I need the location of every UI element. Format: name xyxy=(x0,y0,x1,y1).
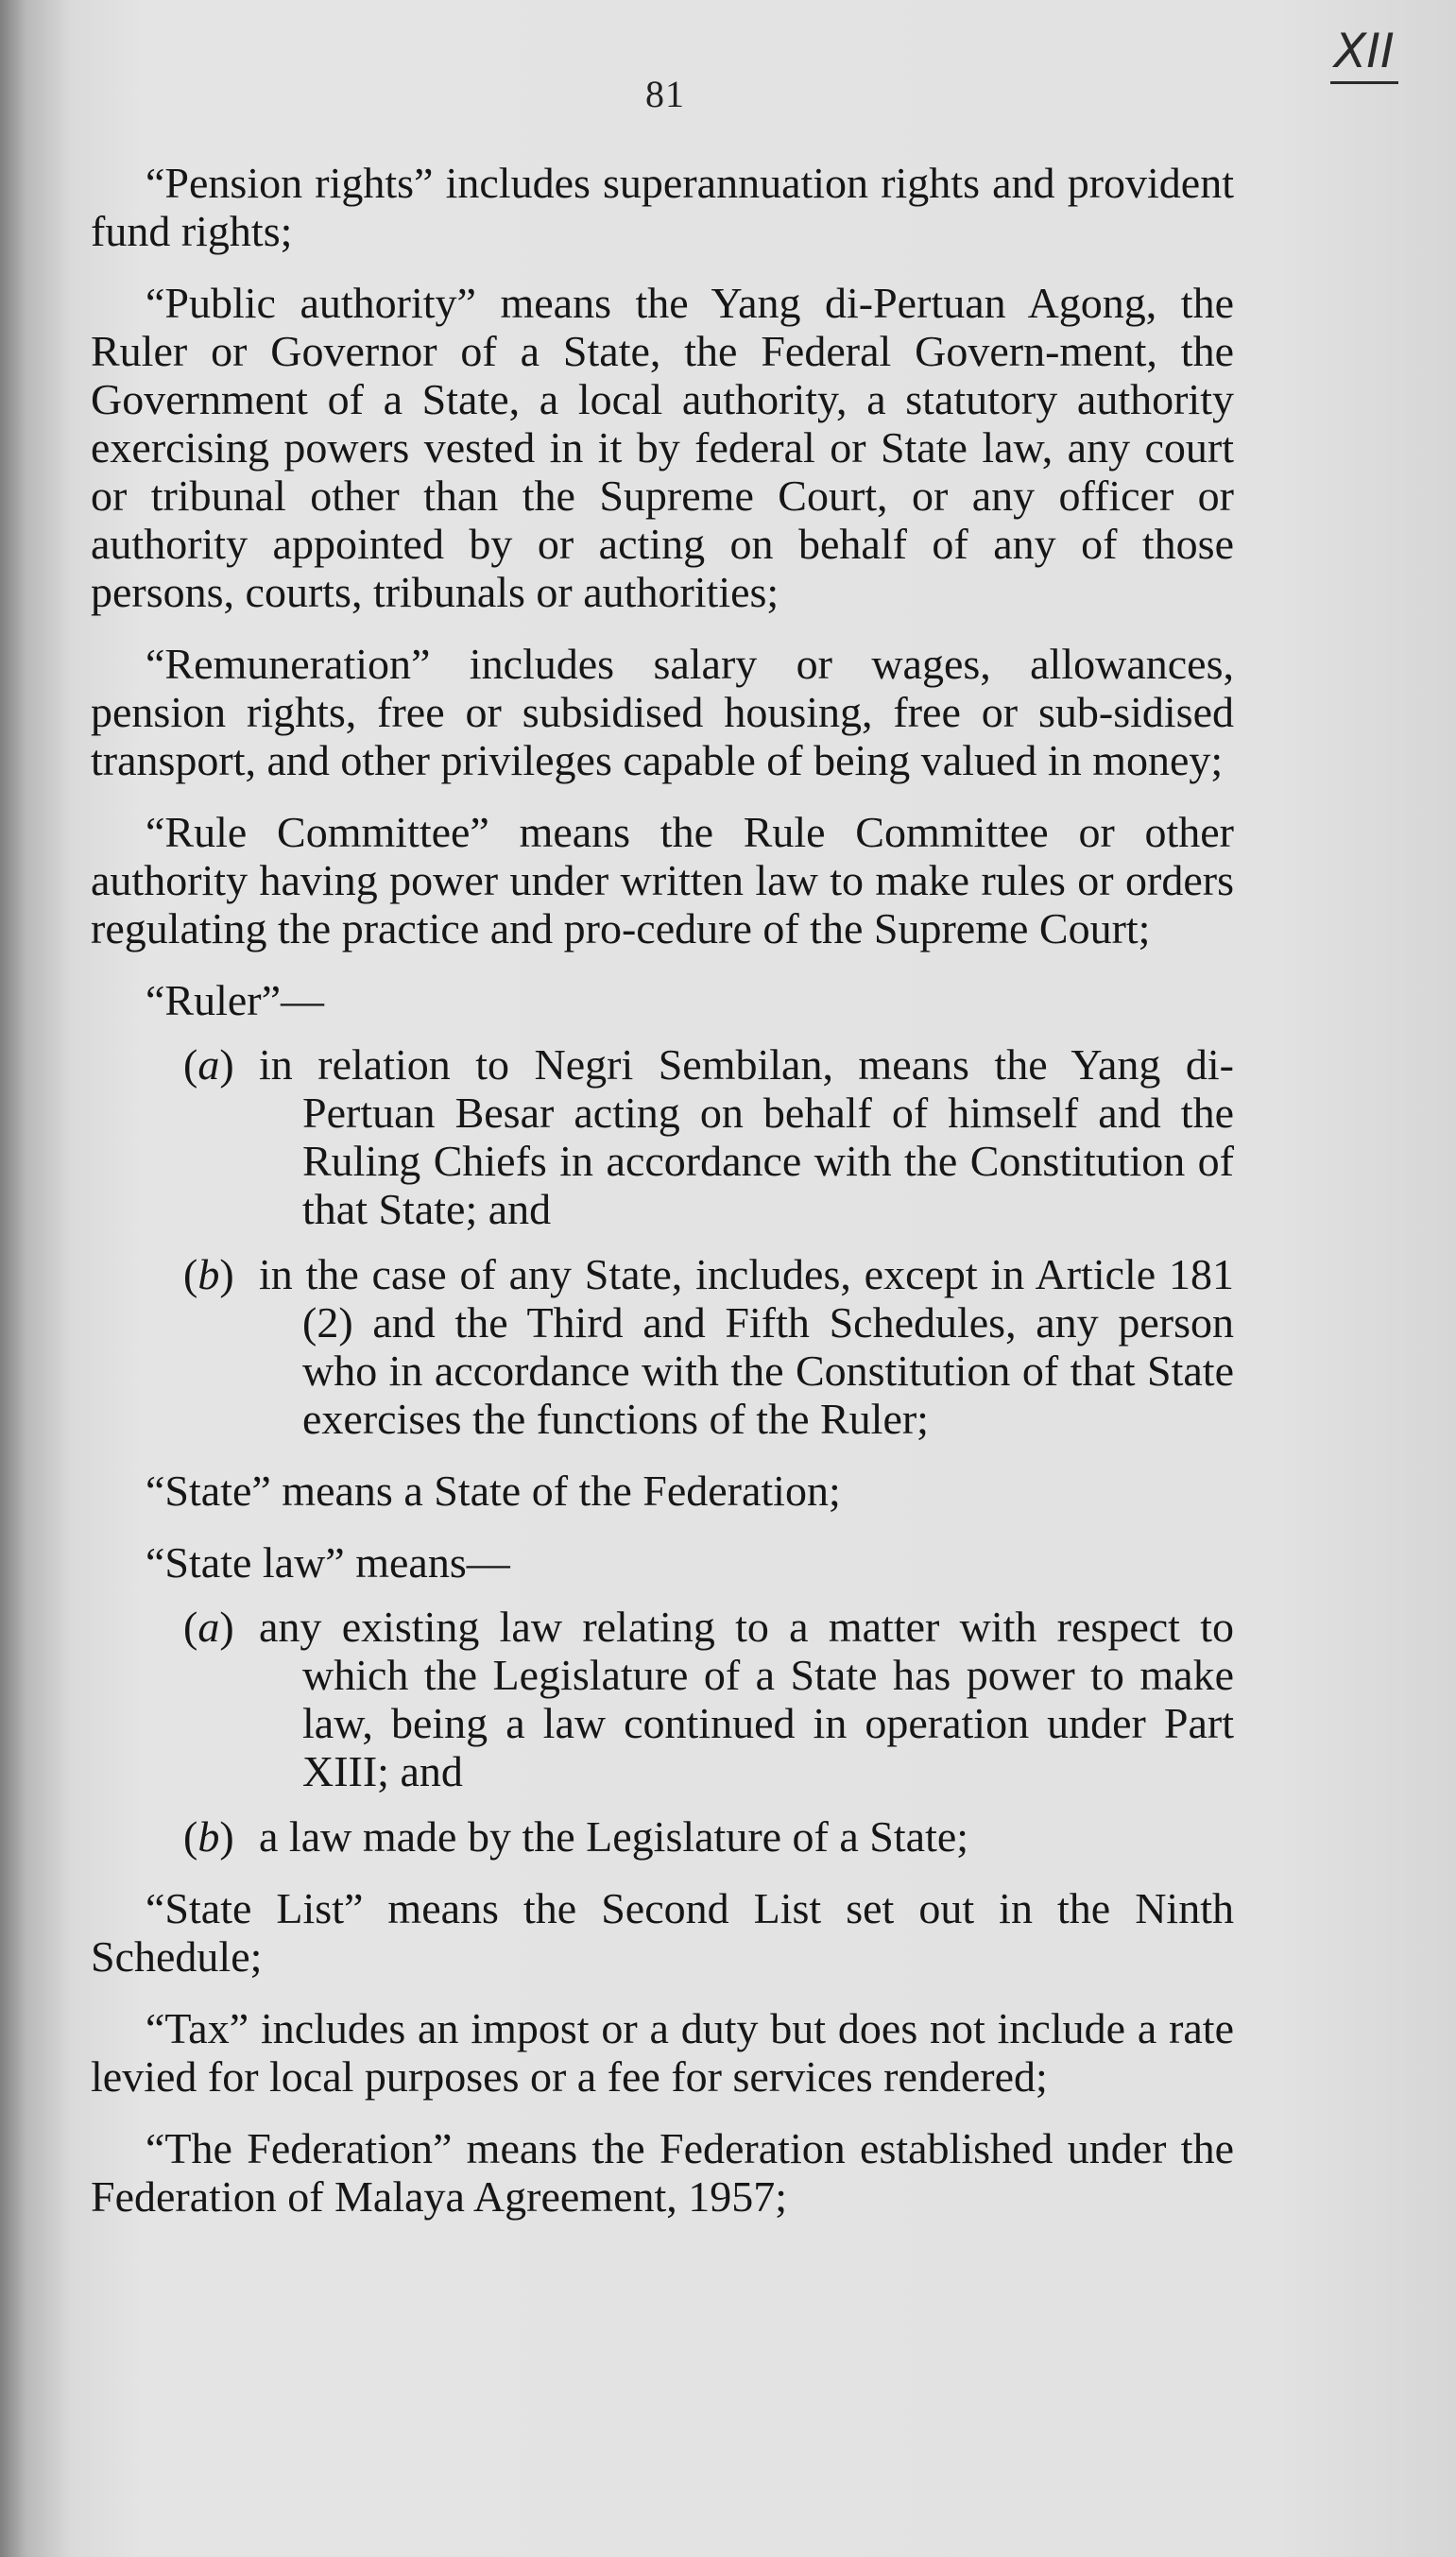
clause-text: in relation to Negri Sembilan, means the Yang di-Pertuan Besar acting on behalf of himself and the Ruling Chiefs in accordance with the Constitution of that State; and xyxy=(259,1040,1234,1233)
definition-state-law: “State law” means— xyxy=(146,1538,510,1587)
state-law-clause-a xyxy=(91,1603,1234,1795)
clause-label: (b) xyxy=(183,1812,234,1861)
state-law-clauses xyxy=(91,1603,1234,1861)
clause-text: in the case of any State, includes, except in Article 181 (2) and the Third and Fifth Schedules, any person who in accordance with the Constitution of that State exercises the functions of the Ruler; xyxy=(259,1250,1234,1443)
definition-rule-committee: “Rule Committee” means the Rule Committee or other authority having power under written law to make rules or orders regulating the practice and pro-cedure of the Supreme Court; xyxy=(91,808,1234,952)
definition-pension-rights: “Pension rights” includes superannuation rights and provident fund rights; xyxy=(91,159,1234,255)
clause-label: (a) xyxy=(183,1603,234,1651)
state-law-clause-b xyxy=(91,1812,1234,1861)
ruler-clause-a xyxy=(91,1040,1234,1233)
definition-state: “State” means a State of the Federation; xyxy=(146,1467,841,1515)
definition-state-list: “State List” means the Second List set out in the Ninth Schedule; xyxy=(91,1884,1234,1981)
handwritten-corner-mark: XII xyxy=(1330,21,1398,84)
ruler-clause-b xyxy=(91,1250,1234,1443)
definition-tax: “Tax” includes an impost or a duty but does not include a rate levied for local purposes or a fee for services rendered; xyxy=(91,2004,1234,2101)
definition-remuneration: “Remuneration” includes salary or wages, allowances, pension rights, free or subsidised housing, free or sub-sidised transport, and other privileges capable of being valued in money; xyxy=(91,640,1234,784)
clause-label: (b) xyxy=(183,1250,234,1298)
definition-public-authority: “Public authority” means the Yang di-Pertuan Agong, the Ruler or Governor of a State, the Federal Govern-ment, the Government of a State, a local authority, a statutory authority exercising powers vested in it by federal or State law, any court or tribunal other than the Supreme Court, or any officer or authority appointed by or acting on behalf of any of those persons, courts, tribunals or authorities; xyxy=(91,279,1234,616)
definitions-text xyxy=(91,159,1234,2244)
definition-the-federation: “The Federation” means the Federation established under the Federation of Malaya Agreement, 1957; xyxy=(91,2124,1234,2221)
definition-ruler: “Ruler”— xyxy=(146,976,325,1024)
clause-label: (a) xyxy=(183,1040,234,1089)
ruler-clauses xyxy=(91,1040,1234,1443)
page-number: 81 xyxy=(645,73,685,115)
clause-text: any existing law relating to a matter with respect to which the Legislature of a State has power to make law, being a law continued in operation under Part XIII; and xyxy=(259,1603,1234,1795)
clause-text: a law made by the Legislature of a State; xyxy=(259,1812,969,1861)
